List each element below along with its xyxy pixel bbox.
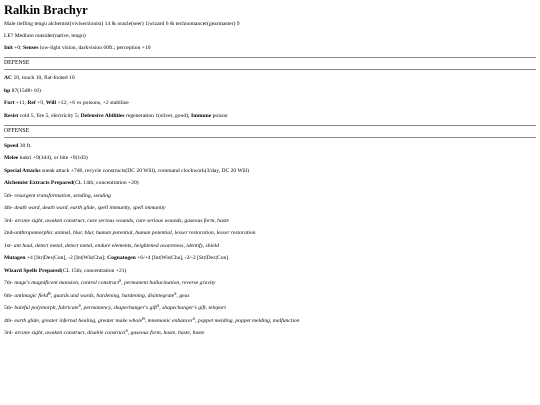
spell-list-part: baleful polymorph, fabricate — [14, 305, 79, 311]
spell-level-label: 3rd- — [4, 330, 14, 336]
school-marker: S — [125, 328, 128, 333]
special-attacks-line — [4, 168, 536, 175]
alignment-type-line: LE? Medium outsider(native, tengu) — [4, 33, 86, 39]
school-marker: S — [174, 290, 177, 296]
special-attacks-value: sneak attack +7d6, recycle constructs(DC 20 Will), command clockwork(3/day, DC 20 Will) — [41, 167, 250, 174]
extract-level-2 — [4, 230, 536, 237]
alchemist-extracts-cl: (CL 14th; concentration +20) — [73, 180, 139, 186]
extract-spells: anthropomorphic animal, blur, blur, human potential, human potential, lesser restoration, lesser restoration — [14, 230, 256, 236]
wizard-spells-label: Wizard Spells Prepared — [4, 267, 61, 274]
school-marker: S — [192, 315, 196, 321]
spell-level-label: 5th- — [4, 305, 14, 311]
spell-list-part: , geas — [176, 292, 190, 299]
speed-value: 30 ft. — [19, 142, 32, 149]
extract-level-label: 5th- — [4, 192, 14, 199]
school-marker: B — [142, 315, 145, 321]
page-title: Ralkin Brachyr — [4, 3, 88, 17]
init-label: Init — [4, 45, 13, 51]
ref-label: Ref — [27, 100, 36, 106]
fort-value: +11, — [15, 100, 26, 106]
offense-heading: OFFENSE — [4, 125, 536, 138]
wizard-spells-line — [4, 268, 536, 275]
speed-label: Speed — [4, 142, 19, 149]
spell-list-part: antimagic field — [14, 292, 49, 299]
spell-list-part: mage's magnificent mansion, control construct — [14, 280, 120, 286]
alchemist-extracts-label: Alchemist Extracts Prepared — [4, 180, 74, 186]
spell-level-label: 6th- — [4, 292, 14, 299]
spell-level-label: 4th- — [4, 317, 14, 324]
creature-class-line: Male tiefling tengu alchemist(vivisectionist) 14 & oracle(seer) 1|wizard 6 & technomancer(gearmaster) 9 — [4, 21, 240, 27]
extract-spells: arcane sight, awaken construct, cure serious wounds, cure serious wounds, gaseous form, haste — [14, 217, 229, 224]
spell-list-part: earth glide, greater infernal healing, greater make whole — [14, 317, 143, 324]
extract-level-label: 1st- — [4, 242, 13, 249]
special-attacks-label: Special Attacks — [4, 167, 41, 174]
hp-value: 87(15d8+16) — [11, 87, 41, 94]
cognatogen-label: Cognatogen — [107, 255, 136, 261]
will-label: Will — [45, 100, 57, 106]
spell-list-part: , gaseous form, haste, haste, haste — [127, 330, 205, 336]
ac-value: 10, touch 10, flat-footed 10 — [13, 75, 75, 81]
extract-level-3 — [4, 218, 536, 225]
wizard-level-6 — [4, 290, 536, 300]
senses-label: Senses — [23, 45, 39, 51]
saves-line — [4, 100, 536, 107]
spell-list-part: , poppet melding, poppet melding, malfunction — [195, 317, 300, 324]
resist-value: cold 5, fire 5, electricity 5; — [19, 112, 80, 119]
extract-level-label: 3rd- — [4, 217, 14, 224]
spell-list-part: , guards and wards, hardening, hardening, disintegrate — [50, 292, 175, 299]
spell-list-part: , permanent hallucination, reverse gravity — [121, 280, 216, 286]
init-value: +0; — [14, 45, 22, 51]
school-marker: B — [48, 290, 51, 296]
alchemist-extracts-line — [4, 180, 536, 187]
melee-value: kukri +9(1d4), or bite +9(1d3) — [19, 155, 88, 161]
melee-line — [4, 155, 536, 162]
school-marker: S — [78, 303, 81, 308]
wizard-spells-cl: (CL 15th; concentration +21) — [60, 267, 127, 274]
spell-list-part: , permanency, shapechanger's gift — [80, 305, 158, 311]
immune-value: poison — [212, 112, 228, 119]
extract-level-1 — [4, 243, 536, 250]
spell-list-part: , shapechanger's gift, teleport — [159, 305, 226, 311]
wizard-level-5 — [4, 305, 536, 312]
defense-heading: DEFENSE — [4, 57, 536, 70]
extract-spells: ant haul, detect metal, detect metal, endure elements, heightened awareness, identify, shield — [13, 242, 219, 249]
extract-level-label: 2nd- — [4, 230, 15, 236]
ref-value: +9, — [37, 100, 45, 106]
will-value: +12; +6 vs poisons, +2 stabilize — [57, 100, 129, 106]
mutagen-value: +4 [Str|Dex|Con], -2 [Int|Wis|Cha]; — [26, 255, 106, 261]
extract-level-label: 4th- — [4, 205, 14, 211]
school-marker: S — [157, 303, 160, 308]
hp-label: hp — [4, 87, 11, 94]
immune-label: Immune — [191, 112, 212, 119]
resist-label: Resist — [4, 112, 19, 119]
fort-label: Fort — [4, 100, 15, 106]
cognatogen-value: +6/+4 [Int|Wis|Cha], -2/-2 [Str|Dex|Con] — [137, 255, 229, 261]
extract-level-5 — [4, 193, 536, 200]
defensive-abilities-label: Defensive Abilities — [80, 112, 125, 119]
extract-level-4 — [4, 205, 536, 212]
init-senses-line — [4, 45, 536, 52]
spell-level-label: 7th- — [4, 280, 14, 286]
hp-line — [4, 88, 536, 95]
melee-label: Melee — [4, 155, 19, 161]
spell-list-part: arcane sight, awaken construct, disable construct — [14, 330, 126, 336]
wizard-level-3 — [4, 330, 536, 337]
ac-label: AC — [4, 75, 13, 81]
senses-value: low-light vision, darkvision 60ft.; perception +10 — [40, 45, 151, 51]
spell-list-part: , mnemonic enhancer — [144, 317, 193, 324]
wizard-level-4 — [4, 315, 536, 325]
defensive-abilities-value: regeneration 1(silver, good); — [125, 112, 190, 119]
extract-spells: death ward, death ward, earth glide, spell immunity, spell immunity — [14, 205, 166, 211]
ac-line — [4, 75, 536, 82]
resist-line — [4, 113, 536, 120]
wizard-level-7 — [4, 280, 536, 287]
mutagen-label: Mutagen — [4, 255, 26, 261]
speed-line — [4, 143, 536, 150]
extract-spells: resurgent transformation, sending, sending — [14, 192, 111, 199]
school-marker: S — [119, 278, 122, 283]
mutagen-line — [4, 255, 536, 262]
